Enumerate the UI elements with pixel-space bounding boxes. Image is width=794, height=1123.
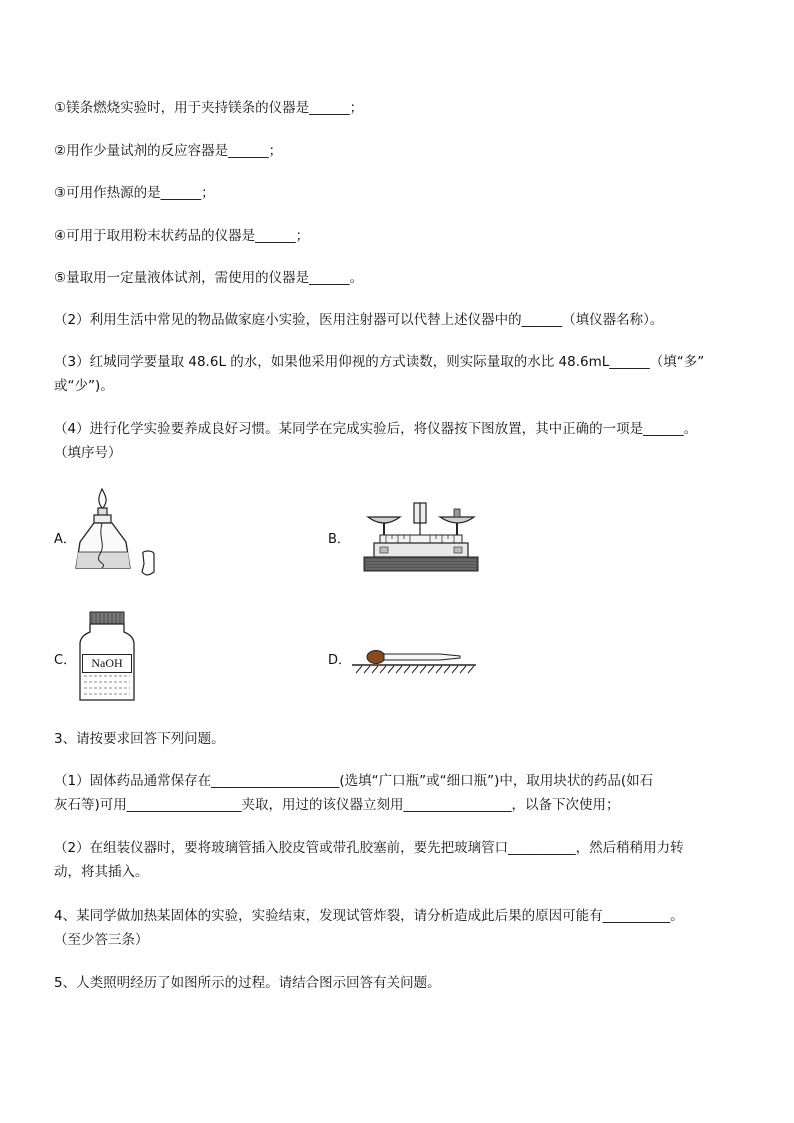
line-q1-2: ②用作少量试剂的反应容器是______； (54, 143, 283, 159)
line-p4-a: 4、某同学做加热某固体的实验，实验结束，发现试管炸裂，请分析造成此后果的原因可能有__________。 (54, 908, 684, 924)
line-q1-4: ④可用于取用粉末状药品的仪器是______； (54, 228, 310, 244)
option-b-label: B． (328, 532, 350, 547)
dropper-figure (352, 646, 476, 674)
balance-figure (362, 497, 480, 577)
question-3-title: 3、请按要求回答下列问题。 (54, 731, 225, 747)
alcohol-lamp-figure (72, 488, 164, 578)
line-q3-b: 或“少”)。 (54, 378, 114, 394)
bottle-label: NaOH (82, 654, 132, 673)
line-p3-2a: （2）在组装仪器时，要将玻璃管插入胶皮管或带孔胶塞前，要先把玻璃管口__________，然后稍稍用力转 (54, 840, 684, 856)
line-q1-1: ①镁条燃烧实验时，用于夹持镁条的仪器是______； (54, 100, 364, 116)
option-a-label: A． (54, 532, 76, 547)
question-5-title: 5、人类照明经历了如图所示的过程。请结合图示回答有关问题。 (54, 975, 441, 991)
option-c-label: C． (54, 653, 77, 668)
naoh-bottle-figure (78, 610, 136, 703)
line-p4-b: （至少答三条） (54, 932, 149, 948)
line-q2: （2）利用生活中常见的物品做家庭小实验，医用注射器可以代替上述仪器中的______（填仪器名称）。 (54, 312, 664, 328)
line-q4-a: （4）进行化学实验要养成良好习惯。某同学在完成实验后，将仪器按下图放置，其中正确的一项是______。 (54, 421, 698, 437)
line-q3-a: （3）红城同学要量取 48.6L 的水，如果他采用仰视的方式读数，则实际量取的水比 48.6mL______（填“多” (54, 354, 705, 370)
line-p3-1b: 灰石等)可用_________________夹取，用过的该仪器立刻用________________，以备下次使用； (54, 797, 620, 813)
line-p3-2b: 动，将其插入。 (54, 864, 149, 880)
line-q1-5: ⑤量取用一定量液体试剂，需使用的仪器是______。 (54, 270, 364, 286)
line-q1-3: ③可用作热源的是______； (54, 185, 215, 201)
option-d-label: D． (328, 653, 352, 668)
line-p3-1a: （1）固体药品通常保存在___________________(选填“广口瓶”或“细口瓶”)中，取用块状的药品(如石 (54, 773, 654, 789)
line-q4-b: （填序号） (54, 445, 122, 461)
